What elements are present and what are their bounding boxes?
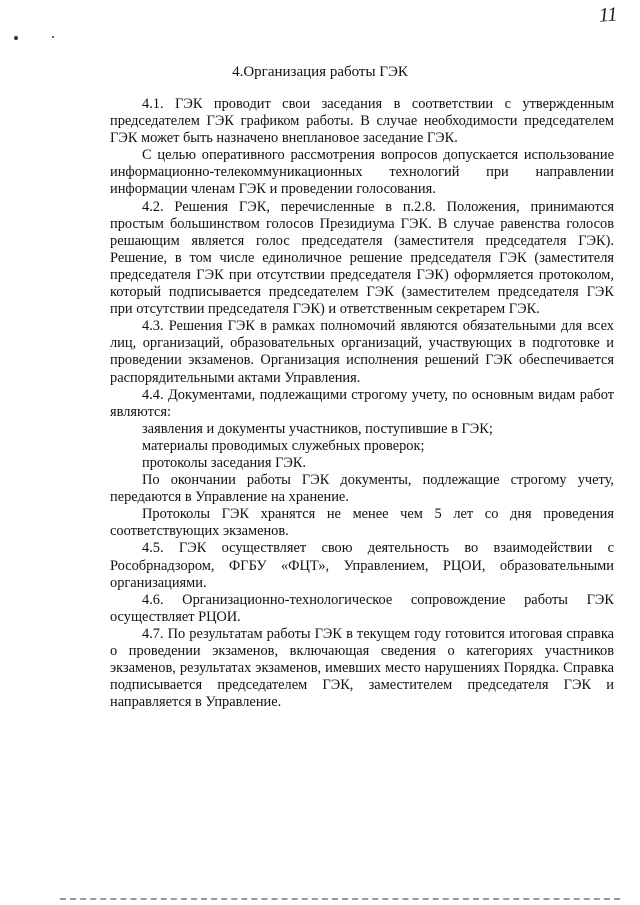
paragraph-4-3: 4.3. Решения ГЭК в рамках полномочий являются обязательными для всех лиц, организаций, образовательных организаций, участвующих в подготовке и проведении экзаменов. Организация исполнения решений ГЭК обеспечивается распорядительными актами Управления. [110, 318, 614, 386]
scan-speck [14, 36, 18, 40]
section-title: 4.Организация работы ГЭК [232, 64, 408, 80]
list-item: материалы проводимых служебных проверок; [142, 437, 425, 454]
page-number: 11 [598, 3, 619, 27]
scan-speck [52, 36, 54, 38]
paragraph-4-1: 4.1. ГЭК проводит свои заседания в соответствии с утвержденным председателем ГЭК графиком работы. В случае необходимости председателем ГЭК может быть назначено внеплановое заседание ГЭК. [110, 96, 614, 147]
paragraph-4-5: 4.5. ГЭК осуществляет свою деятельность во взаимодействии с Рособрнадзором, ФГБУ «ФЦТ», Управлением, РЦОИ, образовательными организациями. [110, 540, 614, 591]
paragraph-4-2: 4.2. Решения ГЭК, перечисленные в п.2.8. Положения, принимаются простым большинством голосов Президиума ГЭК. В случае равенства голосов решающим является голос председателя (заместителя председателя ГЭК). Решение, в том числе единоличное решение председателя ГЭК (заместителя председателя ГЭК при отсутствии председателя ГЭК) оформляется протоколом, который подписывается председателем ГЭК (заместителем председателя ГЭК при отсутствии председателя ГЭК) и ответственным секретарем ГЭК. [110, 198, 614, 318]
paragraph-retention: Протоколы ГЭК хранятся не менее чем 5 лет со дня проведения соответствующих экзаменов. [110, 506, 614, 540]
list-item: заявления и документы участников, поступившие в ГЭК; [142, 420, 493, 437]
paragraph-technologies: С целью оперативного рассмотрения вопросов допускается использование информационно-телекоммуникационных технологий при направлении информации членам ГЭК и проведении голосования. [110, 147, 614, 198]
paragraph-4-6: 4.6. Организационно-технологическое сопровождение работы ГЭК осуществляет РЦОИ. [110, 591, 614, 625]
list-item: протоколы заседания ГЭК. [142, 454, 307, 471]
paragraph-4-4: 4.4. Документами, подлежащими строгому учету, по основным видам работ являются: [110, 386, 614, 420]
paragraph-4-7: 4.7. По результатам работы ГЭК в текущем году готовится итоговая справка о проведении экзаменов, включающая сведения о категориях участников экзаменов, результатах экзаменов, имевших место нарушениях Порядка. Справка подписывается председателем ГЭК, заместителем председателя ГЭК и направляется в Управление. [110, 625, 614, 711]
paragraph-storage: По окончании работы ГЭК документы, подлежащие строгому учету, передаются в Управление на хранение. [110, 472, 614, 506]
scan-edge-artifact [60, 898, 620, 904]
document-body [110, 96, 614, 711]
